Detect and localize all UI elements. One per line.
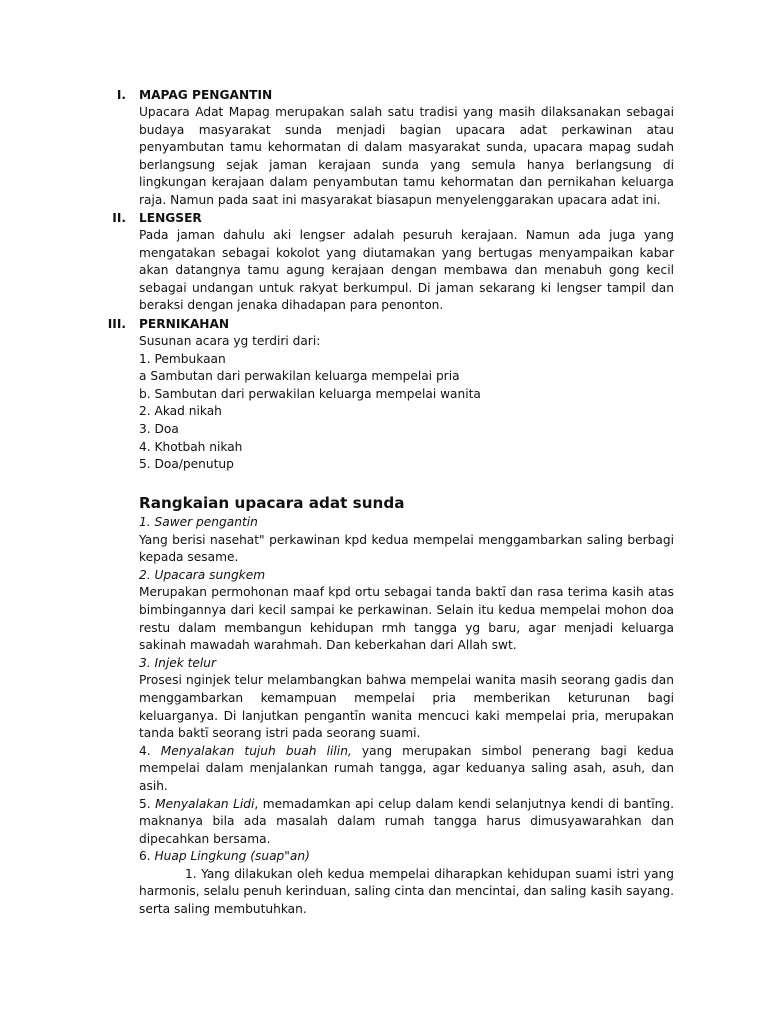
ceremony-6-body-para [139,866,674,919]
list-item: 4. Khotbah nikah [139,439,243,454]
list-item: a Sambutan dari perwakilan keluarga mempelai pria [139,369,460,384]
ceremony-1-title: 1. Sawer pengantin [139,515,258,529]
ceremony-3-title: 3. Injek telur [139,655,217,670]
agenda-intro: Susunan acara yg terdiri dari: [139,334,321,348]
ceremony-5 [139,796,674,849]
section-1-body [139,104,674,210]
ceremony-5-body: , memadamkan api celup dalam kendi selanjutnya kendi di bantīng. maknanya bila ada masalah dalam rumah tangga harus dimusyawarahkan dan dipecahkan bersama. [139,796,675,846]
list-item: 2. Akad nikah [139,404,222,419]
section-2-title: LENGSER [139,211,202,225]
ceremony-5-number: 5. [139,796,151,811]
section-3-numeral: III. [107,317,126,331]
ceremony-4-title: Menyalakan tujuh buah lilin, [160,743,352,758]
ceremony-3-body: Prosesi nginjek telur melambangkan bahwa mempelai wanita masih seorang gadis dan menggambarkan kemampuan mempelai pria memberikan keturunan bagi keluarganya. Di lanjutkan pengantīn wanita mencuci kaki mempelai pria, merupakan tanda baktī seorang istri pada seorang suami. [139,673,674,741]
list-item: 5. Doa/penutup [139,457,234,472]
section-1-numeral: I. [116,88,126,102]
ceremony-5-title: Menyalakan Lidi [155,796,255,811]
section-3-title: PERNIKAHAN [139,317,230,331]
section-1-paragraph: Upacara Adat Mapag merupakan salah satu tradisi yang masih dilaksanakan sebagai budaya masyarakat sunda menjadi bagian upacara adat perkawinan atau penyambutan tamu kehormatan di dalam masyarakat sunda, upacara mapag sudah berlangsung sejak jaman kerajaan sunda yang semula hanya berlangsung di lingkungan kerajaan dalam penyambutan tamu kehormatan dan pernikahan keluarga raja. Namun pada saat ini masyarakat biasapun menyelenggarakan upacara adat ini. [139,105,674,207]
ceremony-4-body: yang merupakan simbol penerang bagi kedua mempelai dalam menjalankan rumah tangga, agar keduanya saling asah, asuh, dan asih. [139,743,674,793]
ceremony-6-number: 6. [139,849,151,864]
ceremony-6-body: 1. Yang dilakukan oleh kedua mempelai diharapkan kehidupan suami istri yang harmonis, selalu penuh kerinduan, saling cinta dan mencintai, dan saling kasih sayang. serta saling membutuhkan. [139,866,674,917]
ceremony-6-title: Huap Lingkung (suap"an) [154,849,310,864]
section-2-numeral: II. [112,211,126,225]
list-item: 3. Doa [139,421,179,436]
section-2-paragraph: Pada jaman dahulu aki lengser adalah pesuruh kerajaan. Namun ada juga yang mengatakan sebagai kokolot yang diutamakan yang bertugas menyampaikan kabar akan datangnya tamu agung kerajaan dengan membawa dan menabuh gong kecil sebagai undangan untuk rakyat berkumpul. Di jaman sekarang ki lengser tampil dan beraksi dengan jenaka dihadapan para penonton. [139,228,674,313]
ceremony-1-body: Yang berisi nasehat" perkawinan kpd kedua mempelai menggambarkan saling berbagi kepada sesame. [139,532,674,565]
list-item: b. Sambutan dari perwakilan keluarga mempelai wanita [139,386,481,401]
ceremony-2-body: Merupakan permohonan maaf kpd ortu sebagai tanda baktī dan rasa terima kasih atas bimbingannya dari kecil sampai ke perkawinan. Selain itu kedua mempelai mohon doa restu dalam membangun kehidupan rmh tangga yg baru, agar menjadi keluarga sakinah mawadah warahmah. Dan keberkahan dari Allah swt. [139,585,674,653]
agenda-list [139,333,481,474]
ceremony-4 [139,743,674,796]
ceremony-4-number: 4. [139,743,151,758]
ceremony-6 [139,848,674,866]
section-2-body [139,227,674,315]
rangkaian-heading: Rangkaian upacara adat sunda [139,494,405,512]
section-1-title: MAPAG PENGANTIN [139,88,273,102]
rangkaian-body [139,514,674,919]
ceremony-2-title: 2. Upacara sungkem [139,567,266,582]
list-item: 1. Pembukaan [139,351,226,366]
